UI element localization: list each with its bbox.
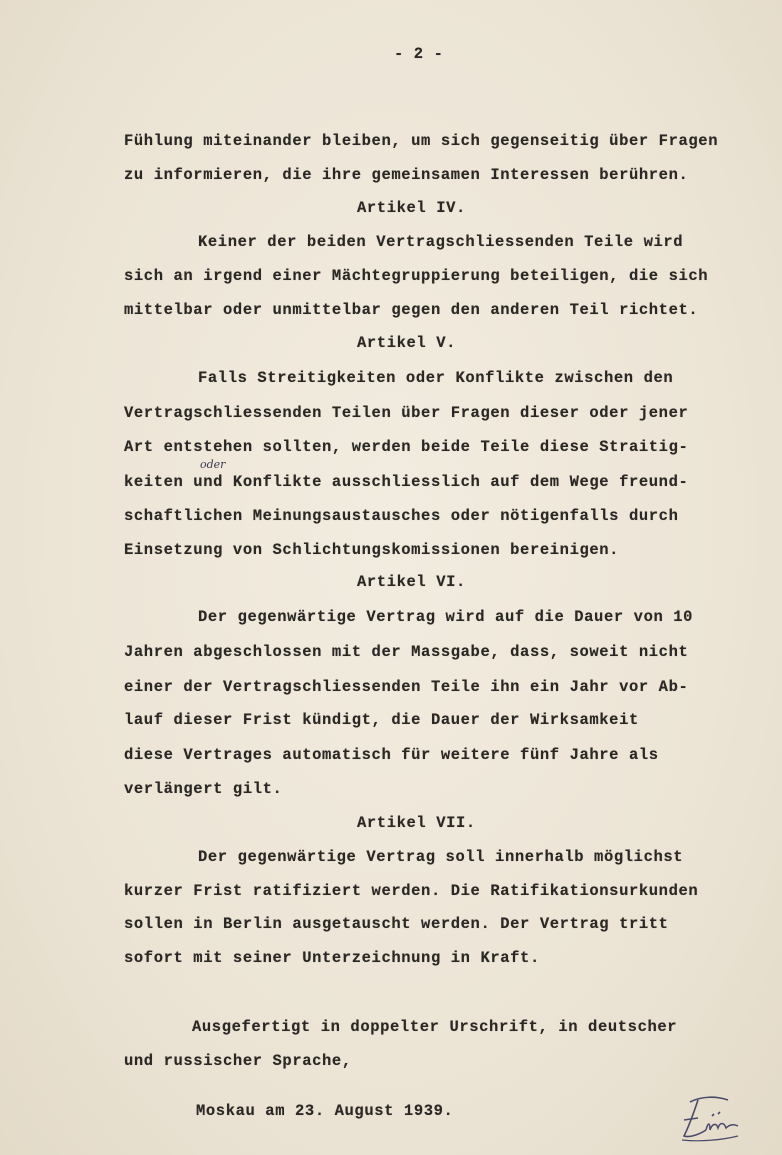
text-line: kurzer Frist ratifiziert werden. Die Ratifikationsurkunden	[124, 882, 699, 900]
text-line: sollen in Berlin ausgetauscht werden. Der Vertrag tritt	[124, 915, 669, 933]
text-line: schaftlichen Meinungsaustausches oder nötigenfalls durch	[124, 507, 679, 525]
text-line: mittelbar oder unmittelbar gegen den anderen Teil richtet.	[124, 301, 699, 319]
page-number: - 2 -	[394, 45, 444, 63]
text-line: keiten und Konflikte ausschliesslich auf dem Wege freund-	[124, 473, 689, 491]
text-line: Ausgefertigt in doppelter Urschrift, in deutscher	[192, 1018, 678, 1036]
handwritten-correction: oder	[200, 458, 226, 471]
text-line: Art entstehen sollten, werden beide Teile diese Straitig-	[124, 438, 689, 456]
text-line: Falls Streitigkeiten oder Konflikte zwischen den	[198, 369, 674, 387]
text-line: zu informieren, die ihre gemeinsamen Interessen berühren.	[124, 166, 689, 184]
text-line: Vertragschliessenden Teilen über Fragen dieser oder jener	[124, 404, 689, 422]
text-line: Keiner der beiden Vertragschliessenden Teile wird	[198, 233, 684, 251]
text-line: verlängert gilt.	[124, 780, 283, 798]
text-line: lauf dieser Frist kündigt, die Dauer der Wirksamkeit	[124, 711, 639, 729]
handwritten-signature	[676, 1092, 746, 1148]
text-line: Der gegenwärtige Vertrag wird auf die Dauer von 10	[198, 608, 694, 626]
text-line: diese Vertrages automatisch für weitere fünf Jahre als	[124, 746, 659, 764]
text-line: Moskau am 23. August 1939.	[196, 1102, 454, 1120]
text-line: und russischer Sprache,	[124, 1052, 352, 1070]
text-line: Der gegenwärtige Vertrag soll innerhalb möglichst	[198, 848, 684, 866]
article-heading: Artikel V.	[357, 334, 457, 352]
text-line: Einsetzung von Schlichtungskomissionen bereinigen.	[124, 541, 620, 559]
text-line: Fühlung miteinander bleiben, um sich gegenseitig über Fragen	[124, 132, 719, 150]
text-line: Jahren abgeschlossen mit der Massgabe, dass, soweit nicht	[124, 643, 689, 661]
article-heading: Artikel VI.	[357, 573, 466, 591]
text-line: sich an irgend einer Mächtegruppierung beteiligen, die sich	[124, 267, 709, 285]
text-line: sofort mit seiner Unterzeichnung in Kraft.	[124, 949, 540, 967]
text-line: einer der Vertragschliessenden Teile ihn ein Jahr vor Ab-	[124, 678, 689, 696]
article-heading: Artikel IV.	[357, 199, 466, 217]
article-heading: Artikel VII.	[357, 814, 476, 832]
